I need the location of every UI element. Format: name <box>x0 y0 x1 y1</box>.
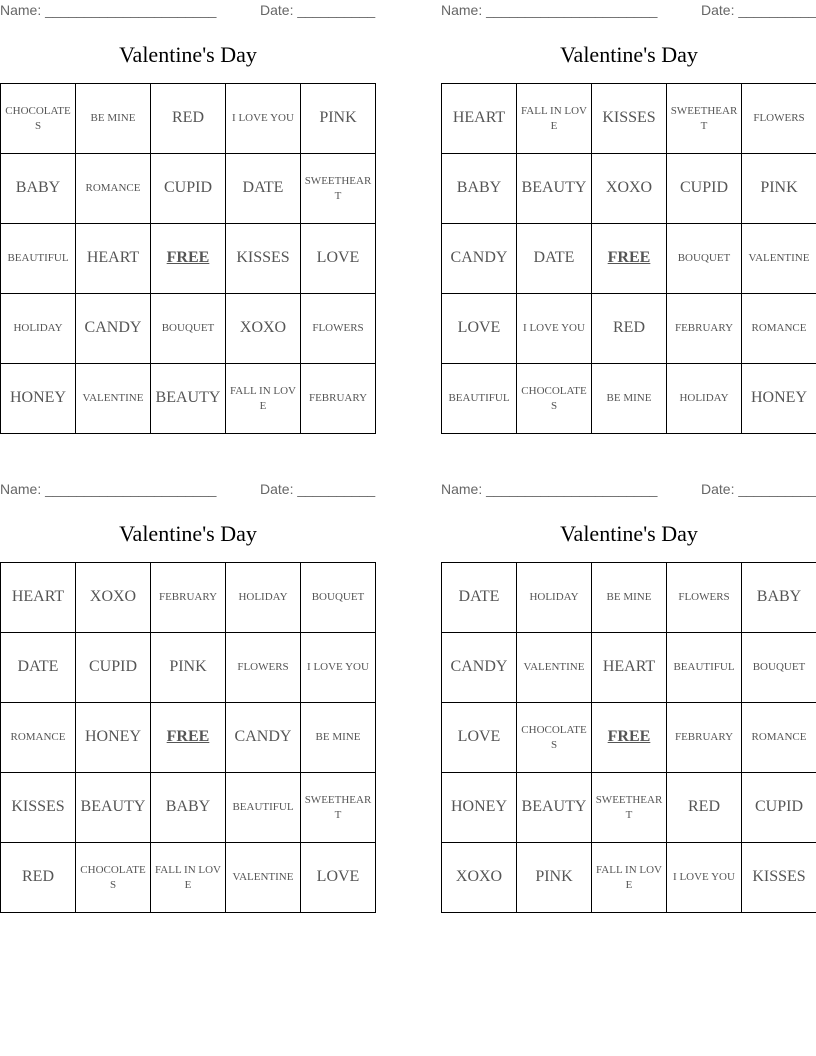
bingo-card-4 <box>441 479 816 919</box>
bingo-cell: ROMANCE <box>76 154 151 224</box>
bingo-cell: BEAUTIFUL <box>442 364 517 434</box>
bingo-cell: CANDY <box>442 224 517 294</box>
bingo-grid <box>441 562 816 913</box>
bingo-cell: I LOVE YOU <box>517 294 592 364</box>
bingo-cell: BOUQUET <box>742 633 816 703</box>
card-title: Valentine's Day <box>119 42 257 67</box>
free-space: FREE <box>151 703 226 773</box>
bingo-cell: RED <box>1 843 76 913</box>
bingo-cell: SWEETHEART <box>667 84 742 154</box>
bingo-cell: BEAUTY <box>76 773 151 843</box>
bingo-cell: HONEY <box>76 703 151 773</box>
bingo-card-2 <box>441 0 816 440</box>
name-field: Name: ______________________ <box>441 2 658 18</box>
bingo-cell: HOLIDAY <box>667 364 742 434</box>
bingo-cell: BABY <box>151 773 226 843</box>
bingo-cell: HEART <box>76 224 151 294</box>
bingo-cell: FLOWERS <box>742 84 816 154</box>
date-field: Date: __________ <box>260 481 376 497</box>
bingo-card-3 <box>0 479 376 919</box>
bingo-cell: PINK <box>517 843 592 913</box>
bingo-cell: BABY <box>742 563 816 633</box>
bingo-cell: FLOWERS <box>226 633 301 703</box>
bingo-cell: FEBRUARY <box>151 563 226 633</box>
card-title: Valentine's Day <box>119 521 257 546</box>
bingo-cell: SWEETHEART <box>301 773 376 843</box>
date-field: Date: __________ <box>701 481 816 497</box>
bingo-cell: HEART <box>592 633 667 703</box>
bingo-cell: XOXO <box>442 843 517 913</box>
bingo-cell: CUPID <box>742 773 816 843</box>
bingo-cell: CUPID <box>151 154 226 224</box>
bingo-cell: FLOWERS <box>667 563 742 633</box>
bingo-cell: BE MINE <box>301 703 376 773</box>
bingo-cell: VALENTINE <box>226 843 301 913</box>
bingo-cell: XOXO <box>592 154 667 224</box>
bingo-grid <box>441 83 816 434</box>
bingo-cell: DATE <box>1 633 76 703</box>
bingo-cell: I LOVE YOU <box>667 843 742 913</box>
bingo-cell: FEBRUARY <box>667 294 742 364</box>
bingo-cell: KISSES <box>1 773 76 843</box>
bingo-cell: FEBRUARY <box>301 364 376 434</box>
bingo-cell: LOVE <box>301 224 376 294</box>
bingo-cell: RED <box>151 84 226 154</box>
bingo-cell: BOUQUET <box>667 224 742 294</box>
bingo-grid <box>0 83 376 434</box>
bingo-cell: PINK <box>742 154 816 224</box>
bingo-cell: FEBRUARY <box>667 703 742 773</box>
bingo-cell: HEART <box>1 563 76 633</box>
bingo-cell: RED <box>592 294 667 364</box>
bingo-cell: CANDY <box>226 703 301 773</box>
bingo-cell: FALL IN LOVE <box>151 843 226 913</box>
bingo-cell: HOLIDAY <box>226 563 301 633</box>
bingo-cell: KISSES <box>742 843 816 913</box>
name-field: Name: ______________________ <box>441 481 658 497</box>
bingo-cell: VALENTINE <box>742 224 816 294</box>
bingo-cell: BOUQUET <box>301 563 376 633</box>
card-header <box>0 479 376 499</box>
bingo-cell: CANDY <box>442 633 517 703</box>
date-field: Date: __________ <box>260 2 376 18</box>
bingo-cell: CHOCOLATES <box>1 84 76 154</box>
bingo-cell: SWEETHEART <box>592 773 667 843</box>
bingo-cell: LOVE <box>301 843 376 913</box>
name-field: Name: ______________________ <box>0 2 217 18</box>
bingo-cell: VALENTINE <box>517 633 592 703</box>
card-header <box>441 0 816 20</box>
bingo-cell: CHOCOLATES <box>76 843 151 913</box>
bingo-cell: HONEY <box>1 364 76 434</box>
date-field: Date: __________ <box>701 2 816 18</box>
bingo-cell: HONEY <box>442 773 517 843</box>
bingo-cell: DATE <box>517 224 592 294</box>
bingo-cell: CUPID <box>76 633 151 703</box>
bingo-cell: HONEY <box>742 364 816 434</box>
bingo-cell: BEAUTIFUL <box>1 224 76 294</box>
bingo-cell: FALL IN LOVE <box>592 843 667 913</box>
bingo-cell: VALENTINE <box>76 364 151 434</box>
bingo-cell: LOVE <box>442 703 517 773</box>
bingo-cell: RED <box>667 773 742 843</box>
bingo-cell: BEAUTY <box>517 773 592 843</box>
bingo-grid <box>0 562 376 913</box>
bingo-cell: XOXO <box>76 563 151 633</box>
bingo-cell: I LOVE YOU <box>301 633 376 703</box>
bingo-cell: BE MINE <box>76 84 151 154</box>
bingo-cell: HOLIDAY <box>517 563 592 633</box>
bingo-cell: LOVE <box>442 294 517 364</box>
bingo-cell: CHOCOLATES <box>517 703 592 773</box>
bingo-cell: I LOVE YOU <box>226 84 301 154</box>
bingo-cell: BE MINE <box>592 563 667 633</box>
bingo-cell: CUPID <box>667 154 742 224</box>
bingo-cell: FALL IN LOVE <box>226 364 301 434</box>
bingo-cell: SWEETHEART <box>301 154 376 224</box>
bingo-cell: BE MINE <box>592 364 667 434</box>
bingo-card-1 <box>0 0 376 440</box>
free-space: FREE <box>151 224 226 294</box>
bingo-cell: ROMANCE <box>1 703 76 773</box>
bingo-cell: PINK <box>301 84 376 154</box>
card-title: Valentine's Day <box>560 521 698 546</box>
bingo-cell: FALL IN LOVE <box>517 84 592 154</box>
free-space: FREE <box>592 224 667 294</box>
bingo-cell: ROMANCE <box>742 294 816 364</box>
name-field: Name: ______________________ <box>0 481 217 497</box>
bingo-cell: BEAUTIFUL <box>667 633 742 703</box>
bingo-cell: DATE <box>442 563 517 633</box>
bingo-cell: BEAUTIFUL <box>226 773 301 843</box>
bingo-cell: BEAUTY <box>151 364 226 434</box>
free-space: FREE <box>592 703 667 773</box>
bingo-cell: BOUQUET <box>151 294 226 364</box>
card-header <box>441 479 816 499</box>
bingo-cell: PINK <box>151 633 226 703</box>
bingo-cell: HEART <box>442 84 517 154</box>
bingo-cell: BABY <box>1 154 76 224</box>
bingo-cell: FLOWERS <box>301 294 376 364</box>
bingo-cell: BEAUTY <box>517 154 592 224</box>
card-title: Valentine's Day <box>560 42 698 67</box>
card-header <box>0 0 376 20</box>
bingo-cell: BABY <box>442 154 517 224</box>
bingo-cell: KISSES <box>226 224 301 294</box>
bingo-cell: ROMANCE <box>742 703 816 773</box>
bingo-cell: KISSES <box>592 84 667 154</box>
bingo-cell: CHOCOLATES <box>517 364 592 434</box>
bingo-cell: CANDY <box>76 294 151 364</box>
bingo-cell: XOXO <box>226 294 301 364</box>
bingo-cell: DATE <box>226 154 301 224</box>
bingo-cell: HOLIDAY <box>1 294 76 364</box>
